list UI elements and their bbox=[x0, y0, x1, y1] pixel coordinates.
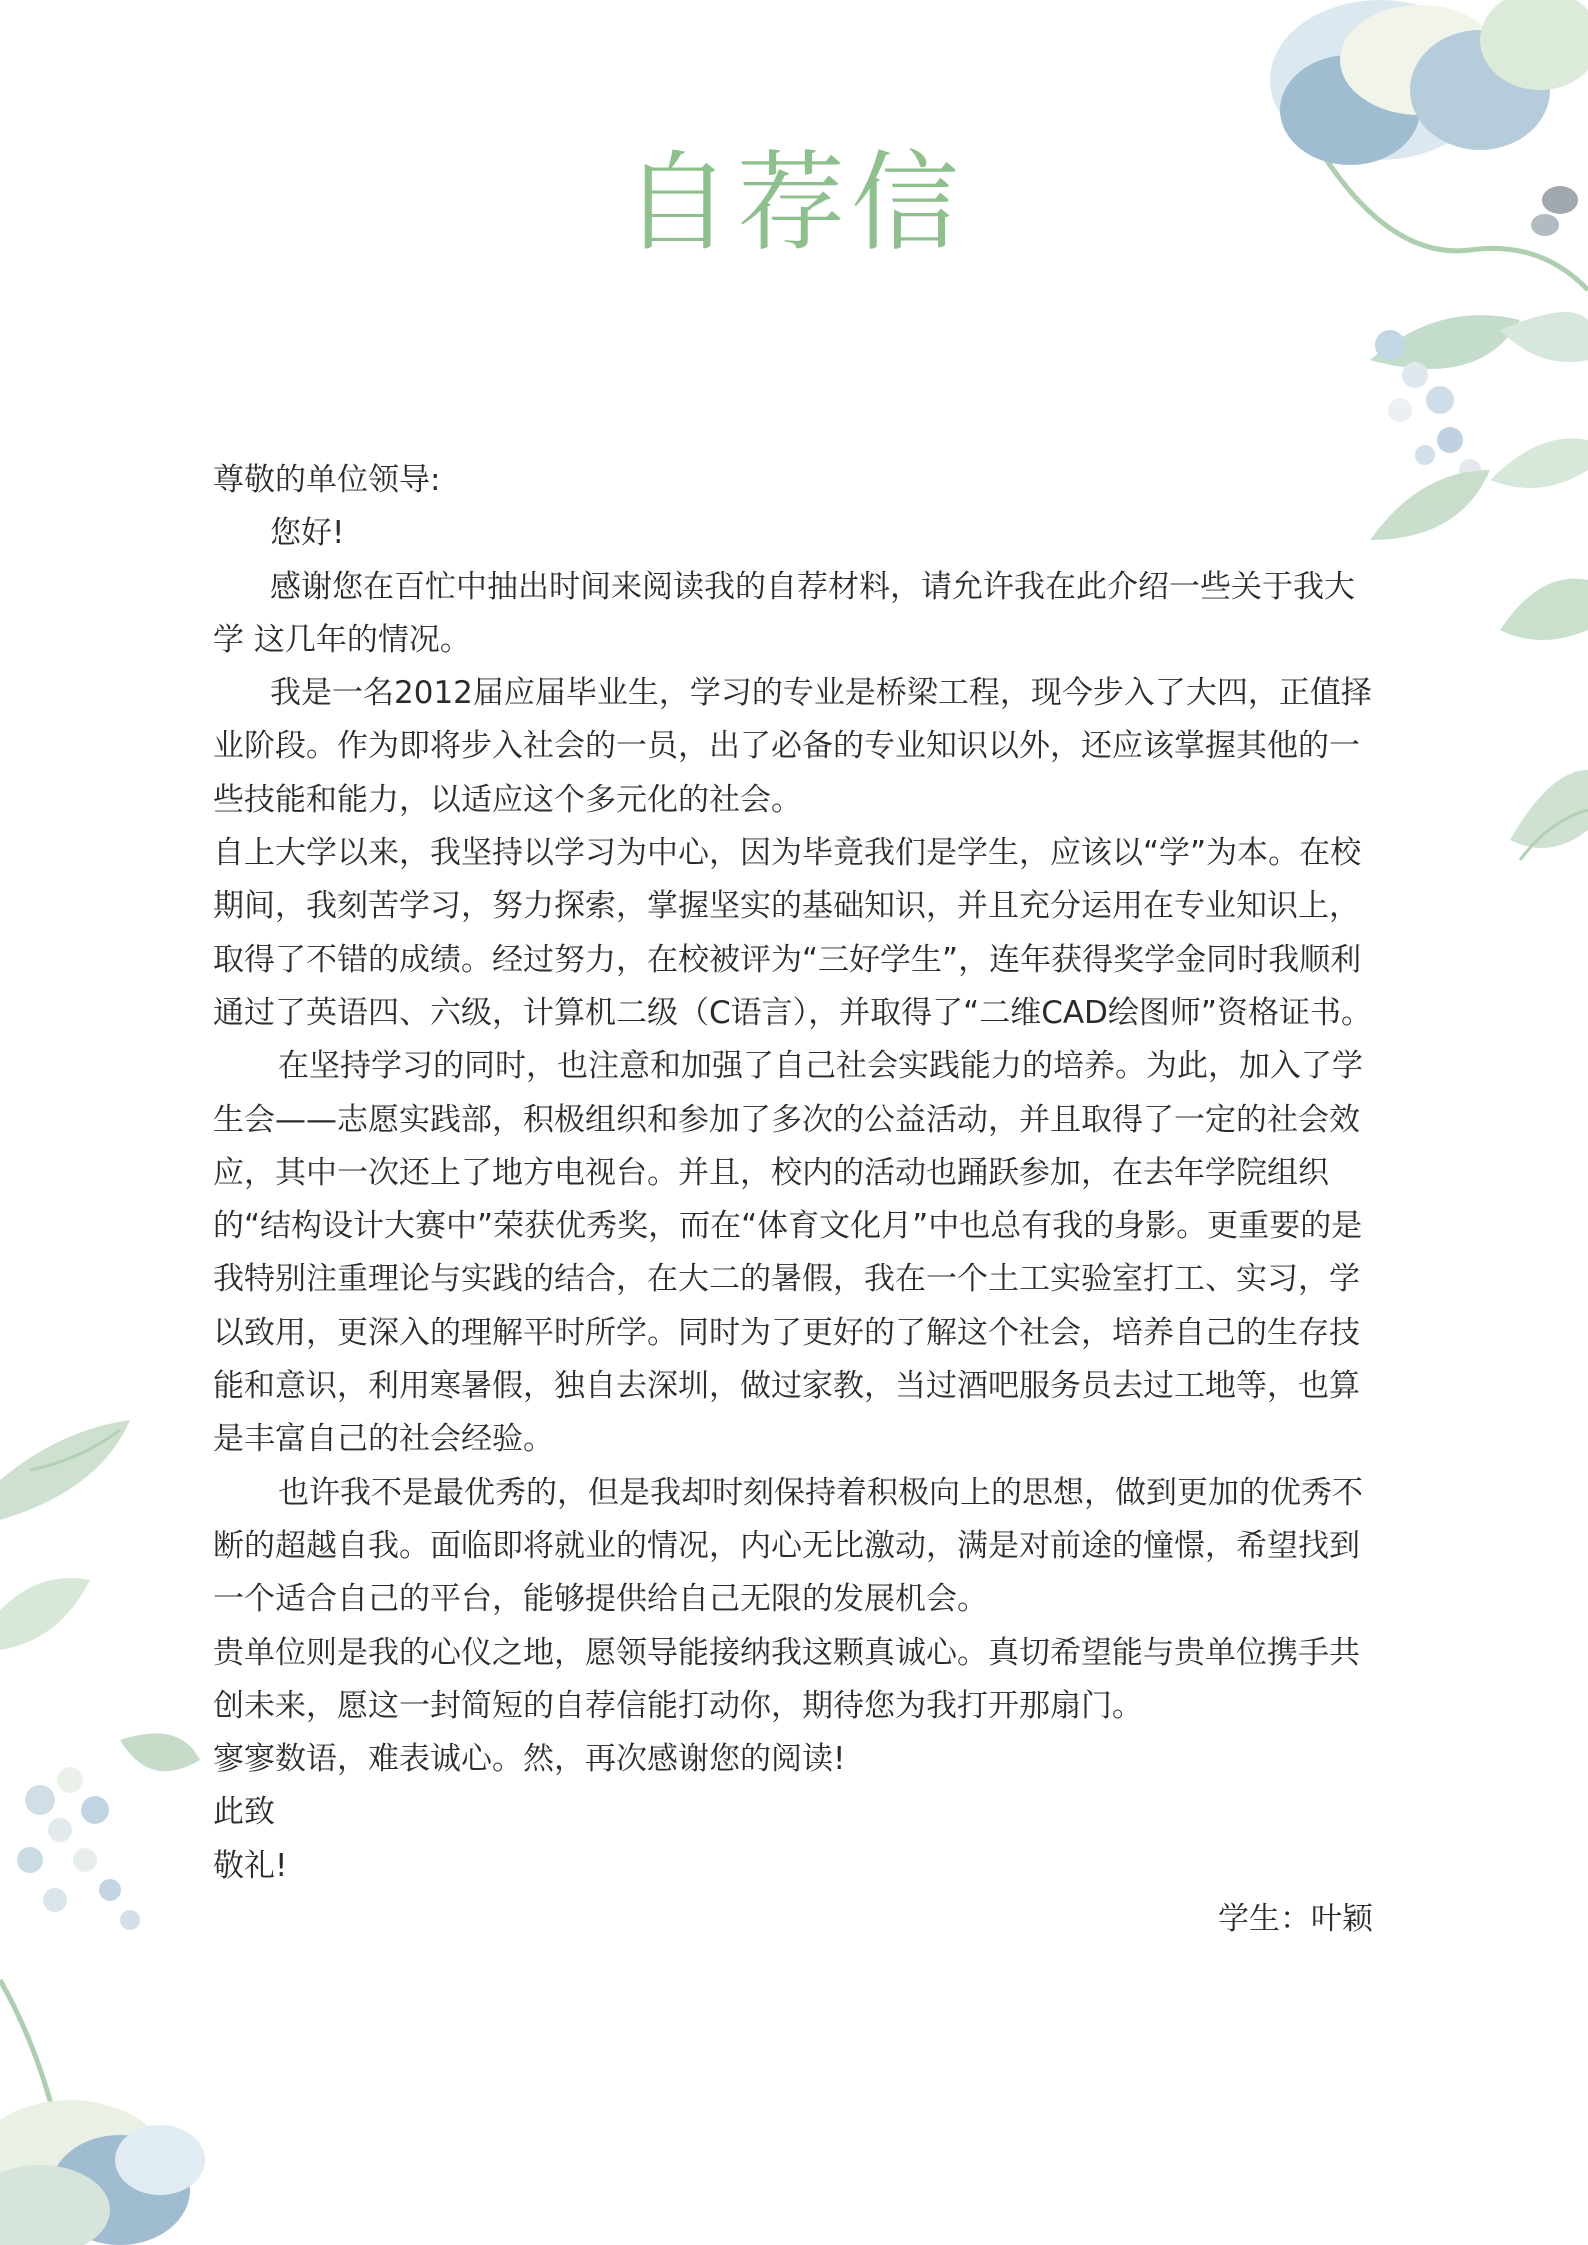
page-title: 自荐信 bbox=[622, 141, 965, 266]
paragraph-background: 我是一名2012届应届毕业生，学习的专业是桥梁工程，现今步入了大四，正值择业阶段。作为即将步入社会的一员，出了必备的专业知识以外，还应该掌握其他的一些技能和能力，以适应这个多元化的社会。 bbox=[213, 675, 1372, 818]
paragraph-study: 自上大学以来，我坚持以学习为中心，因为毕竟我们是学生，应该以“学”为本。在校期间，我刻苦学习，努力探索，掌握坚实的基础知识，并且充分运用在专业知识上，取得了不错的成绩。经过努力，在校被评为“三好学生”，连年获得奖学金同时我顺利通过了英语四、六级，计算机二级（C语言），并取得了“二维CAD绘图师”资格证书。 bbox=[213, 835, 1372, 1031]
floral-left-middle-decoration bbox=[0, 1410, 200, 1710]
closing-line-1: 此致 bbox=[213, 1794, 275, 1831]
floral-bottom-left-decoration bbox=[0, 1720, 240, 2245]
salutation: 尊敬的单位领导: bbox=[213, 462, 441, 498]
leaf-right-decoration bbox=[1480, 540, 1588, 880]
greeting: 您好! bbox=[270, 515, 345, 552]
letter-body bbox=[213, 454, 1373, 1946]
paragraph-thanks: 寥寥数语，难表诚心。然，再次感谢您的阅读! bbox=[213, 1741, 846, 1778]
paragraph-practice: 在坚持学习的同时，也注意和加强了自己社会实践能力的培养。为此，加入了学生会——志愿实践部，积极组织和参加了多次的公益活动，并且取得了一定的社会效应，其中一次还上了地方电视台。并且，校内的活动也踊跃参加，在去年学院组织的“结构设计大赛中”荣获优秀奖，而在“体育文化月”中也总有我的身影。更重要的是我特别注重理论与实践的结合，在大二的暑假，我在一个土工实验室打工、实习，学以致用，更深入的理解平时所学。同时为了更好的了解这个社会，培养自己的生存技能和意识，利用寒暑假，独自去深圳，做过家教，当过酒吧服务员去过工地等，也算是丰富自己的社会经验。 bbox=[213, 1048, 1363, 1458]
paragraph-intro: 感谢您在百忙中抽出时间来阅读我的自荐材料，请允许我在此介绍一些关于我大学 这几年的情况。 bbox=[213, 568, 1355, 658]
signature: 学生：叶颖 bbox=[1218, 1901, 1373, 1938]
paragraph-wish: 贵单位则是我的心仪之地，愿领导能接纳我这颗真诚心。真切希望能与贵单位携手共创未来，愿这一封简短的自荐信能打动你，期待您为我打开那扇门。 bbox=[213, 1634, 1360, 1724]
closing-line-2: 敬礼! bbox=[213, 1847, 288, 1884]
paragraph-aspiration: 也许我不是最优秀的，但是我却时刻保持着积极向上的思想，做到更加的优秀不断的超越自我。面临即将就业的情况，内心无比激动，满是对前途的憧憬，希望找到一个适合自己的平台，能够提供给自己无限的发展机会。 bbox=[213, 1474, 1363, 1618]
